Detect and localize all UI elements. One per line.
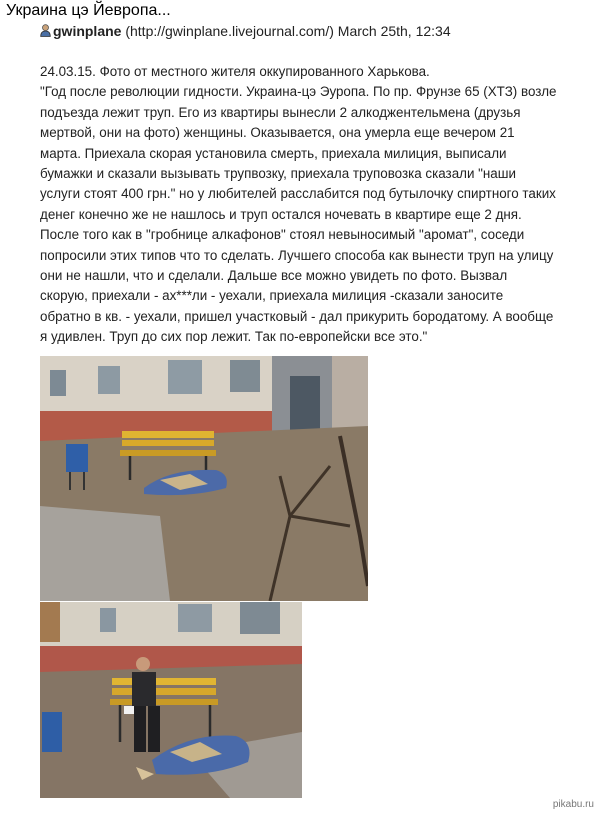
post-line: "Год после революции гидности. Украина-цэ Эуропа. По пр. Фрунзе 65 (ХТЗ) возле [40, 84, 557, 100]
user-icon [40, 24, 51, 37]
post-line: мертвой, они на фото) женщины. Оказывается, она умерла еще вечером 21 [40, 125, 515, 141]
post-line: марта. Приехала скорая установила смерть, приехала милиция, выписали [40, 145, 507, 161]
author-meta: (http://gwinplane.livejournal.com/) March 25th, 12:34 [121, 23, 451, 39]
post-line: бумажки и сказали вызывать трупвозку, приехала труповозка сказали "наши [40, 166, 516, 182]
post-line: попросили этих типов что то сделать. Лучшего способа как вынести труп на улицу [40, 247, 554, 263]
post-body [40, 62, 588, 348]
post-title: Украина цэ Йевропа... [6, 2, 171, 19]
author-line [40, 23, 451, 39]
author-username[interactable]: gwinplane [53, 23, 122, 39]
post-line: подъезда лежит труп. Его из квартиры вынесли 2 алкоджентельмена (друзья [40, 104, 521, 120]
post-line: 24.03.15. Фото от местного жителя оккупированного Харькова. [40, 64, 430, 79]
post-line: скорую, приехали - ах***ли - уехали, приехала милиция -сказали заносите [40, 288, 504, 304]
post-line: После того как в "гробнице алкафонов" стоял невыносимый "аромат", соседи [40, 227, 525, 243]
post-line: услуги стоят 400 грн." но у любителей расслабится под бутылочку спиртного таких [40, 186, 556, 202]
post-line: они не нашли, что и сделали. Дальше все можно увидеть по фото. Вызвал [40, 268, 508, 284]
post-line: я удивлен. Труп до сих пор лежит. Так по-европейски все это." [40, 329, 428, 345]
watermark: pikabu.ru [552, 799, 594, 810]
photo-courtyard-1 [40, 356, 368, 601]
photo-courtyard-2 [40, 602, 302, 798]
post-line: обратно в кв. - уехали, пришел участковый - дал прикурить бородатому. А вообще [40, 308, 554, 324]
post-line: денег конечно же не нашлось и труп остался ночевать в квартире еще 2 дня. [40, 206, 522, 222]
